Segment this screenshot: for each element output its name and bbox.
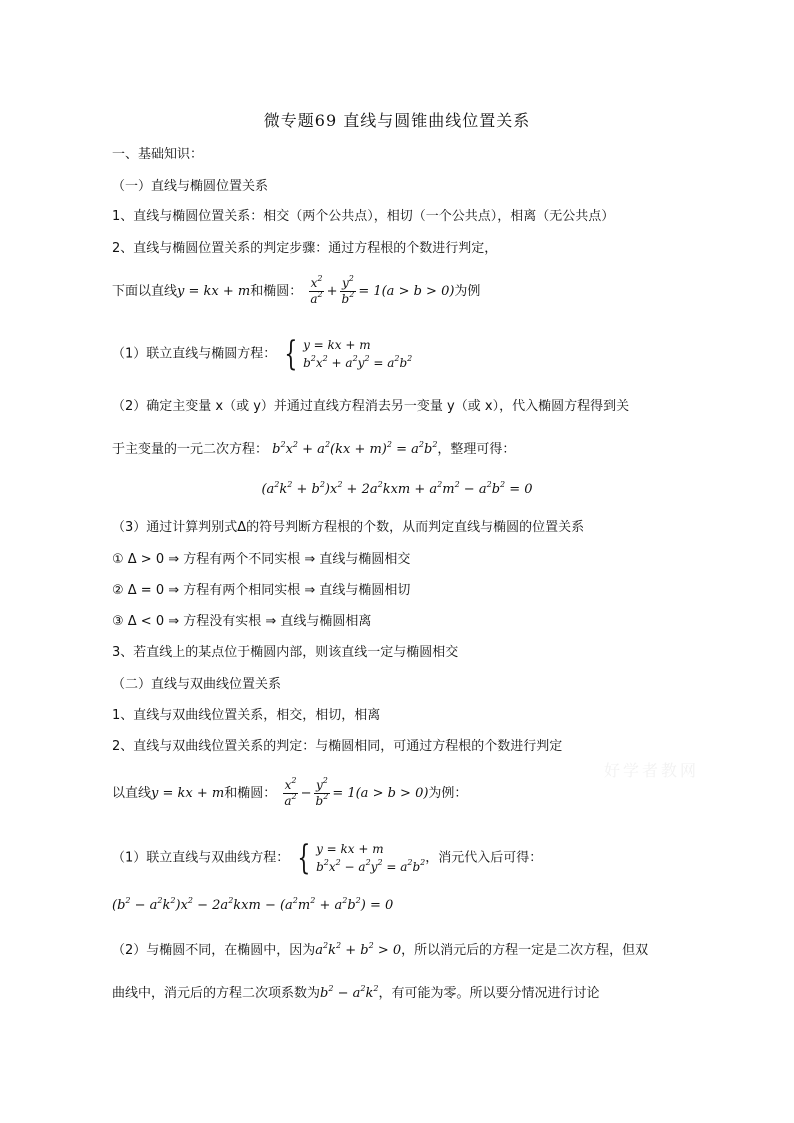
paragraph-hyperbola-judge: 2、直线与双曲线位置关系的判定：与椭圆相同，可通过方程根的个数进行判定 [112,739,563,754]
paragraph-ellipse-steps: 2、直线与椭圆位置关系的判定步骤：通过方程根的个数进行判定， [112,241,498,256]
subsection-heading-ellipse: （一）直线与椭圆位置关系 [112,179,269,194]
brace-icon: { [284,334,298,374]
text-prefix: 下面以直线 [112,284,178,299]
substituted-equation: $b^2x^2 + a^2(kx + m)^2 = a^2b^2$ [272,440,438,457]
system-eq-ellipse: $b^2x^2 + a^2y^2 = a^2b^2$ [303,354,413,370]
hyperbola-step2-line2 [112,985,599,1003]
hyperbola-condition: = 1(a > b > 0) [332,786,429,801]
system-eq-line: y = kx + m [303,338,371,352]
quadratic-coefficient: $b^2 - a^2k^2$ [320,984,379,1001]
line-equation: y = kx + m [177,284,251,299]
fraction-y2-b2: $\frac{y^2}{b^2}$ [315,776,329,808]
step2-text: （2）确定主变量 x（或 y）并通过直线方程消去另一变量 y（或 x），代入椭圆方程得到关 [112,399,630,414]
hyperbola-step2-line1 [112,942,648,960]
line-equation: y = kx + m [151,786,225,801]
text-mid: 和椭圆： [224,786,277,801]
step3-text: （3）通过计算判别式Δ的符号判断方程根的个数，从而判定直线与椭圆的位置关系 [112,520,585,535]
step1-label: （1）联立直线与椭圆方程： [112,346,277,362]
step2b-prefix: 于主变量的一元二次方程： [112,442,269,457]
case-tangent: ② Δ = 0 ⇒ 方程有两个相同实根 ⇒ 直线与椭圆相切 [112,583,411,598]
equation-system [293,840,425,876]
text-suffix: 为例 [454,284,481,299]
hstep1-label: （1）联立直线与双曲线方程： [112,850,290,866]
fraction-y2-b2: $\frac{y^2}{b^2}$ [341,274,355,306]
hstep2-b: ，所以消元后的方程一定是二次方程，但双 [401,943,649,958]
hstep2c-suffix: ，有可能为零。所以要分情况进行讨论 [378,986,600,1001]
ellipse-condition: = 1(a > b > 0) [358,284,455,299]
section-heading-basics: 一、基础知识： [112,147,204,162]
positive-coefficient: $a^2k^2 + b^2 > 0$ [315,941,402,958]
system-eq-hyperbola: $b^2x^2 - a^2y^2 = a^2b^2$ [316,858,426,874]
hstep2-a: （2）与椭圆不同，在椭圆中，因为 [112,943,316,958]
equation-system [280,336,412,372]
system-eq-line: y = kx + m [316,842,384,856]
paragraph-hyperbola-example: 以直线y = kx + m和椭圆： $\frac{x^2}{a^2}$ − $\frac{y^2}{b^2}$ = 1(a > b > 0)为例： [112,776,468,808]
case-separate: ③ Δ < 0 ⇒ 方程没有实根 ⇒ 直线与椭圆相离 [112,614,372,629]
paragraph-inside-point: 3、若直线上的某点位于椭圆内部，则该直线一定与椭圆相交 [112,645,459,660]
hstep1-suffix: ，消元代入后可得： [425,850,543,866]
hyperbola-step1-system [112,840,542,876]
step1-system [112,336,412,372]
hstep2c-prefix: 曲线中，消元后的方程二次项系数为 [112,986,321,1001]
paragraph-ellipse-example: 下面以直线y = kx + m和椭圆： $\frac{x^2}{a^2}$ + $\frac{y^2}{b^2}$ = 1(a > b > 0)为例 [112,274,481,306]
quadratic-equation-ellipse: $(a^2k^2 + b^2)x^2 + 2a^2kxm + a^2m^2 - a^2b^2 = 0$ [261,480,533,497]
brace-icon: { [297,838,311,878]
step2-equation-line [112,441,515,459]
paragraph-hyperbola-positions: 1、直线与双曲线位置关系，相交，相切，相离 [112,708,381,723]
text-mid: 和椭圆： [250,284,303,299]
quadratic-equation-hyperbola: $(b^2 - a^2k^2)x^2 - 2a^2kxm - (a^2m^2 + a^2b^2) = 0$ [112,896,394,913]
fraction-x2-a2: $\frac{x^2}{a^2}$ [310,274,323,306]
fraction-x2-a2: $\frac{x^2}{a^2}$ [284,776,297,808]
watermark: 好学者教网 [604,761,700,780]
case-intersect: ① Δ > 0 ⇒ 方程有两个不同实根 ⇒ 直线与椭圆相交 [112,552,411,567]
page-title: 微专题69 直线与圆锥曲线位置关系 [263,111,531,130]
text-suffix: 为例： [428,786,468,801]
subsection-heading-hyperbola: （二）直线与双曲线位置关系 [112,677,282,692]
step2b-suffix: ，整理可得： [437,442,516,457]
text-prefix: 以直线 [112,786,152,801]
paragraph-ellipse-positions: 1、直线与椭圆位置关系：相交（两个公共点），相切（一个公共点），相离（无公共点） [112,209,615,224]
